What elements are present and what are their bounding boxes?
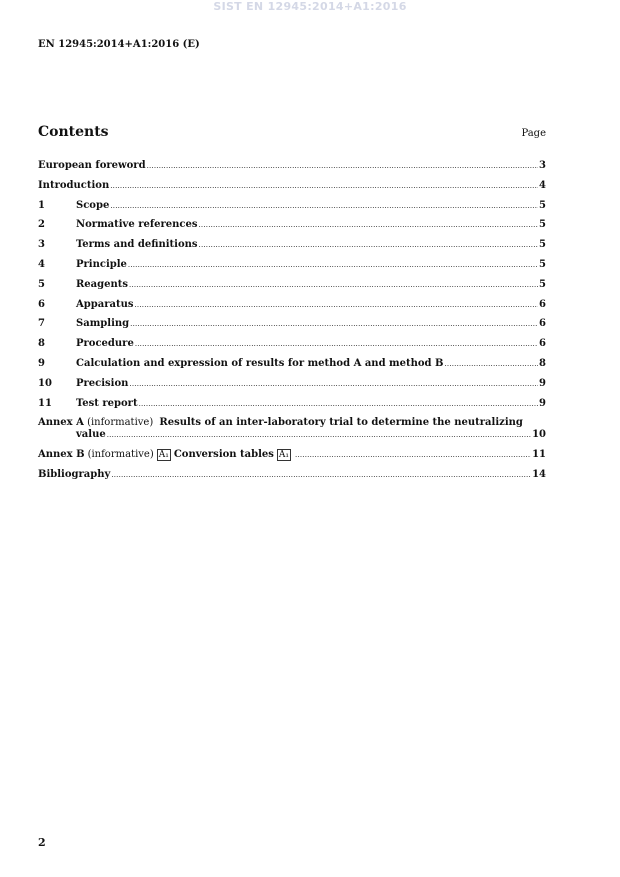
toc-entry-page: 9 bbox=[539, 397, 546, 409]
dot-leader bbox=[129, 375, 538, 395]
toc-entry-normative-references[interactable] bbox=[38, 215, 546, 235]
toc-entry-principle[interactable] bbox=[38, 255, 546, 275]
dot-leader bbox=[111, 466, 531, 486]
dot-leader bbox=[139, 395, 538, 415]
toc-entry-title: Calculation and expression of results for method A and method B bbox=[76, 357, 444, 369]
toc-entry-terms[interactable] bbox=[38, 235, 546, 255]
toc-entry-number: 6 bbox=[38, 298, 45, 310]
document-id: EN 12945:2014+A1:2016 (E) bbox=[38, 39, 200, 50]
toc-entry-title: Bibliography bbox=[38, 469, 111, 481]
toc-entry-page: 5 bbox=[539, 219, 546, 231]
toc-entry-number: 9 bbox=[38, 357, 45, 369]
toc-entry-number: 11 bbox=[38, 397, 52, 409]
amendment-start-marker-icon: A₁ bbox=[158, 450, 169, 461]
toc-entry-number: 3 bbox=[38, 239, 45, 251]
toc-entry-bibliography[interactable] bbox=[38, 465, 546, 485]
toc-entry-sampling[interactable] bbox=[38, 314, 546, 334]
annex-a-type: (informative) bbox=[87, 417, 154, 429]
toc-entry-number: 5 bbox=[38, 278, 45, 290]
toc-entry-page: 5 bbox=[539, 278, 546, 290]
contents-heading: Contents bbox=[38, 124, 109, 140]
toc-entry-title: Normative references bbox=[76, 219, 198, 231]
toc-entry-title: Sampling bbox=[76, 318, 130, 330]
annex-a-label: Annex A bbox=[38, 417, 84, 429]
toc-entry-page: 5 bbox=[539, 199, 546, 211]
page-column-label: Page bbox=[521, 128, 546, 139]
toc-entry-test-report[interactable] bbox=[38, 394, 546, 414]
toc-entry-title: Introduction bbox=[38, 179, 110, 191]
annex-a-title: Results of an inter-laboratory trial to determine the neutralizing bbox=[159, 417, 523, 429]
toc-entry-title: European foreword bbox=[38, 160, 146, 171]
annex-b-type: (informative) bbox=[87, 449, 154, 461]
toc-entry-introduction[interactable] bbox=[38, 176, 546, 196]
table-of-contents bbox=[38, 156, 546, 485]
dot-leader bbox=[295, 446, 531, 466]
dot-leader bbox=[107, 429, 531, 441]
page-number: 2 bbox=[38, 836, 46, 849]
toc-entry-page: 8 bbox=[539, 357, 546, 369]
toc-entry-page: 6 bbox=[539, 338, 546, 350]
toc-entry-calculation[interactable] bbox=[38, 354, 546, 374]
dot-leader bbox=[135, 335, 538, 355]
dot-leader bbox=[110, 177, 538, 197]
annex-b-title: Conversion tables bbox=[173, 449, 274, 461]
toc-entry-page: 11 bbox=[532, 449, 546, 461]
toc-entry-page: 6 bbox=[539, 298, 546, 310]
toc-entry-title: Reagents bbox=[76, 278, 129, 290]
dot-leader bbox=[199, 216, 539, 236]
toc-entry-number: 7 bbox=[38, 318, 45, 330]
toc-entry-number: 2 bbox=[38, 219, 45, 231]
toc-entry-procedure[interactable] bbox=[38, 334, 546, 354]
toc-entry-scope[interactable] bbox=[38, 196, 546, 216]
toc-entry-precision[interactable] bbox=[38, 374, 546, 394]
toc-entry-title: Apparatus bbox=[76, 298, 134, 310]
toc-entry-title: Test report bbox=[76, 397, 138, 409]
toc-entry-page: 5 bbox=[539, 239, 546, 251]
toc-entry-page: 5 bbox=[539, 258, 546, 270]
toc-entry-number: 8 bbox=[38, 338, 45, 350]
annex-b-label: Annex B bbox=[38, 449, 85, 461]
toc-entry-number: 10 bbox=[38, 377, 52, 389]
dot-leader bbox=[199, 236, 539, 256]
toc-entry-apparatus[interactable] bbox=[38, 295, 546, 315]
dot-leader bbox=[128, 256, 538, 276]
toc-entry-annex-b[interactable] bbox=[38, 445, 546, 465]
toc-entry-number: 4 bbox=[38, 258, 45, 270]
annex-a-title-continued: value bbox=[76, 429, 106, 441]
toc-entry-title: Precision bbox=[76, 377, 129, 389]
dot-leader bbox=[130, 315, 538, 335]
toc-entry-foreword[interactable] bbox=[38, 156, 546, 176]
toc-entry-reagents[interactable] bbox=[38, 275, 546, 295]
toc-entry-title: Terms and definitions bbox=[76, 239, 198, 251]
toc-entry-page: 10 bbox=[532, 429, 546, 441]
toc-entry-page: 14 bbox=[532, 469, 546, 481]
watermark: SIST EN 12945:2014+A1:2016 bbox=[213, 0, 407, 13]
toc-entry-number: 1 bbox=[38, 199, 45, 211]
toc-entry-title: Scope bbox=[76, 199, 110, 211]
dot-leader bbox=[135, 296, 539, 316]
toc-entry-page: 3 bbox=[539, 160, 546, 171]
toc-entry-page: 4 bbox=[539, 179, 546, 191]
amendment-end-marker-icon: A₁ bbox=[278, 450, 290, 461]
dot-leader bbox=[147, 157, 538, 177]
toc-entry-title: Procedure bbox=[76, 338, 134, 350]
toc-entry-page: 9 bbox=[539, 377, 546, 389]
dot-leader bbox=[129, 276, 538, 296]
toc-entry-annex-a[interactable] bbox=[38, 413, 546, 445]
dot-leader bbox=[110, 197, 538, 217]
toc-entry-title: Principle bbox=[76, 258, 127, 270]
toc-entry-page: 6 bbox=[539, 318, 546, 330]
dot-leader bbox=[444, 355, 538, 375]
